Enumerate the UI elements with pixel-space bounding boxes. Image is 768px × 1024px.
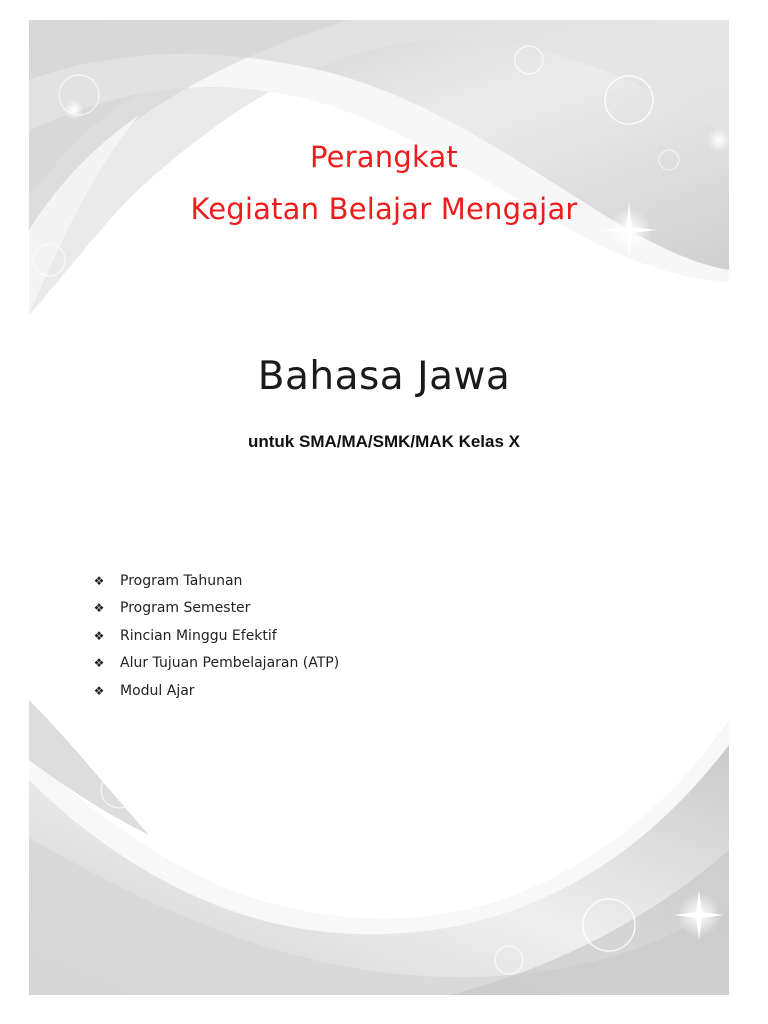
cover-heading-line-1: Perangkat	[309, 140, 458, 174]
subject-subtitle: untuk SMA/MA/SMK/MAK Kelas X	[247, 432, 521, 451]
list-item-label: Modul Ajar	[120, 682, 195, 699]
diamond-bullet-icon: ❖	[93, 628, 105, 643]
list-item	[92, 622, 339, 650]
list-item-label: Rincian Minggu Efektif	[120, 627, 277, 644]
subject-title: Bahasa Jawa	[257, 354, 511, 399]
diamond-bullet-icon: ❖	[93, 573, 105, 588]
cover-heading-line-2: Kegiatan Belajar Mengajar	[190, 192, 578, 226]
list-item-label: Program Tahunan	[120, 572, 243, 589]
list-item	[92, 595, 339, 623]
list-item-label: Alur Tujuan Pembelajaran (ATP)	[120, 655, 340, 672]
diamond-bullet-icon: ❖	[93, 601, 105, 616]
diamond-bullet-icon: ❖	[93, 683, 105, 698]
list-item	[92, 677, 339, 705]
diamond-bullet-icon: ❖	[93, 656, 105, 671]
contents-list	[92, 567, 339, 705]
list-item	[92, 567, 339, 595]
list-item	[92, 650, 339, 678]
list-item-label: Program Semester	[120, 600, 251, 617]
